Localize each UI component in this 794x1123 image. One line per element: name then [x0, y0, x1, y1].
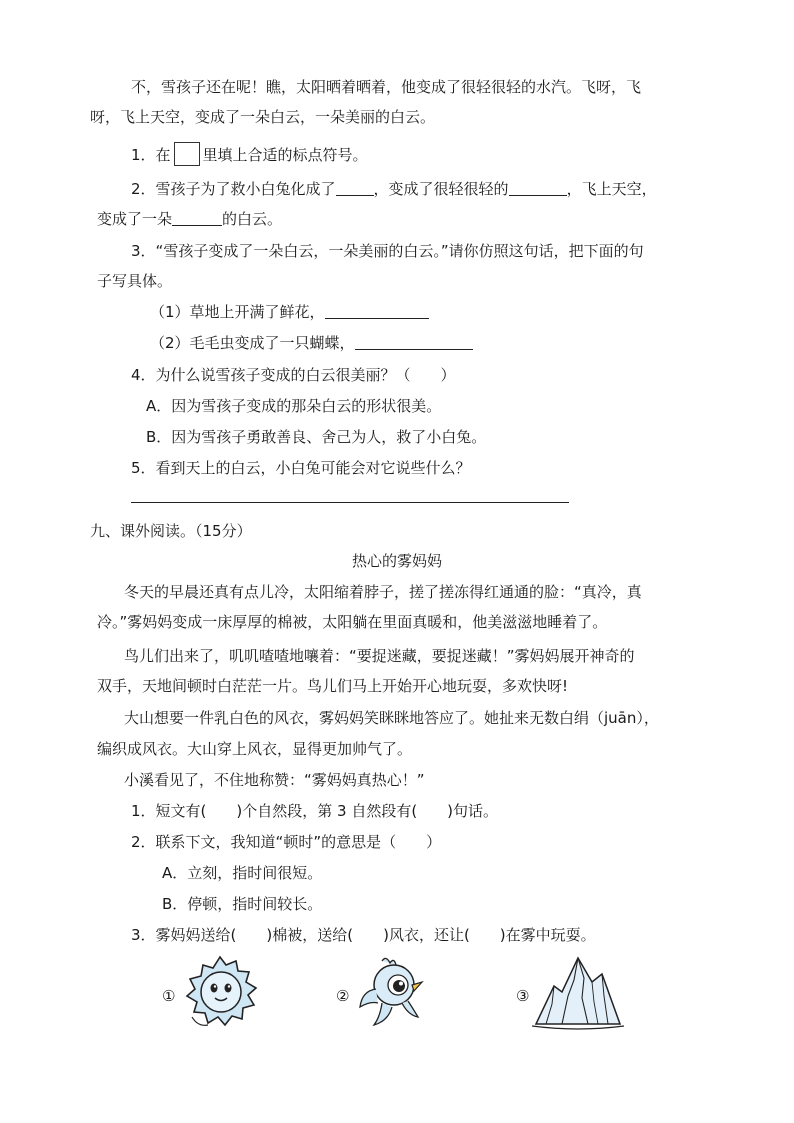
answer-blank[interactable] [509, 179, 567, 196]
reading-p1-line-1: 冬天的早晨还真有点儿冷，太阳缩着脖子，搓了搓冻得红通通的脸：“真冷，真 [124, 583, 642, 601]
question-3-sub-1: （1）草地上开满了鲜花， [150, 301, 429, 323]
answer-blank[interactable] [325, 302, 429, 319]
reading-p2-line-1: 鸟儿们出来了，叽叽喳喳地嚷着：“要捉迷藏，要捉迷藏！”雾妈妈展开神奇的 [124, 647, 635, 665]
reading-p3-line-1: 大山想要一件乳白色的风衣，雾妈妈笑眯眯地答应了。她扯来无数白绢（juān）， [124, 709, 659, 727]
reading-title: 热心的雾妈妈 [351, 552, 442, 570]
question-3-sub-2: （2）毛毛虫变成了一只蝴蝶， [150, 332, 473, 354]
question-1: 1．在 里填上合适的标点符号。 [131, 142, 368, 166]
question-3-line-1: 3．“雪孩子变成了一朵白云，一朵美丽的白云。”请你仿照这句话，把下面的句 [131, 242, 644, 260]
reading-question-2-option-a: A．立刻，指时间很短。 [162, 864, 323, 882]
question-5: 5．看到天上的白云，小白兔可能会对它说些什么？ [131, 459, 471, 477]
passage-line-2: 呀，飞上天空，变成了一朵白云，一朵美丽的白云。 [90, 108, 436, 126]
reading-question-2: 2．联系下文，我知道“顿时”的意思是（ ） [131, 833, 442, 851]
answer-blank[interactable] [355, 333, 473, 350]
passage-line-1: 不，雪孩子还在呢！瞧，太阳晒着晒着，他变成了很轻很轻的水汽。飞呀，飞 [131, 78, 642, 96]
bird-icon [352, 955, 432, 1031]
picture-label-1: ① [162, 987, 176, 1005]
reading-question-1: 1．短文有( )个自然段，第 3 自然段有( )句话。 [131, 802, 499, 820]
question-4-option-a: A．因为雪孩子变成的那朵白云的形状很美。 [146, 397, 442, 415]
question-2-line-2: 变成了一朵 的白云。 [97, 210, 283, 228]
reading-question-3: 3．雾妈妈送给( )棉被，送给( )风衣，还让( )在雾中玩耍。 [131, 926, 596, 944]
mountain-icon [532, 952, 624, 1030]
reading-p4: 小溪看见了，不住地称赞：“雾妈妈真热心！” [124, 771, 425, 789]
punctuation-blank-box[interactable] [174, 142, 200, 166]
section-heading: 九、课外阅读。（15分） [90, 522, 252, 540]
reading-question-2-option-b: B．停顿，指时间较长。 [162, 895, 323, 913]
answer-line[interactable] [131, 502, 569, 503]
answer-blank[interactable] [172, 209, 222, 226]
question-3-line-2: 子写具体。 [97, 272, 173, 290]
question-4: 4．为什么说雪孩子变成的白云很美丽？（ ） [131, 366, 456, 384]
picture-label-3: ③ [516, 987, 530, 1005]
picture-label-2: ② [336, 987, 350, 1005]
reading-p3-line-2: 编织成风衣。大山穿上风衣，显得更加帅气了。 [97, 740, 413, 758]
sun-icon [178, 953, 262, 1033]
question-4-option-b: B．因为雪孩子勇敢善良、舍己为人，救了小白兔。 [146, 428, 487, 446]
question-2-line-1: 2．雪孩子为了救小白兔化成了 ，变成了很轻很轻的 ，飞上天空， [131, 180, 657, 198]
reading-p2-line-2: 双手，天地间顿时白茫茫一片。鸟儿们马上开始开心地玩耍，多欢快呀! [97, 677, 569, 695]
answer-blank[interactable] [336, 179, 374, 196]
reading-p1-line-2: 冷。”雾妈妈变成一床厚厚的棉被，太阳躺在里面真暖和，他美滋滋地睡着了。 [97, 613, 608, 631]
